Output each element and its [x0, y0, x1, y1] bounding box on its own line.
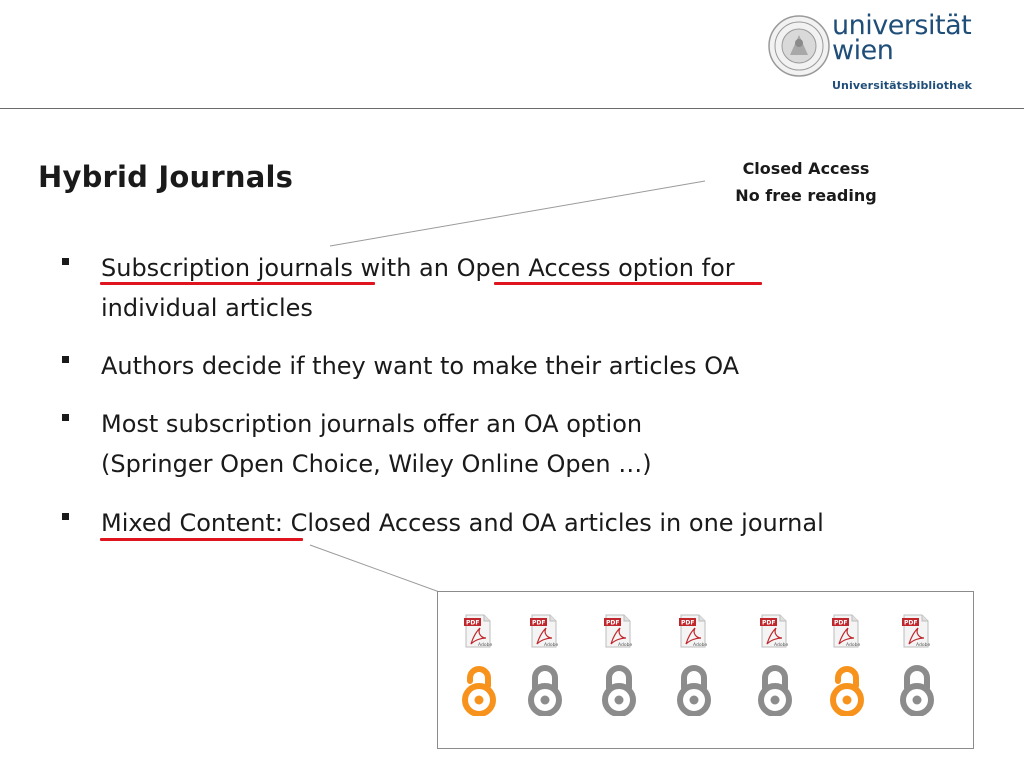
closed-lock-icon [675, 664, 713, 716]
callout-line-1: Closed Access [742, 159, 870, 178]
pdf-label: PDF [606, 619, 620, 627]
pdf-document-icon [760, 614, 788, 648]
university-seal-icon [768, 15, 830, 77]
pdf-label: PDF [834, 619, 848, 627]
pdf-document-icon [530, 614, 558, 648]
closed-lock-icon [898, 664, 936, 716]
bullet-text-segment: for [694, 254, 735, 282]
closed-lock-icon [756, 664, 794, 716]
bullet-text [101, 503, 961, 543]
bullet-marker [62, 356, 69, 363]
adobe-label: Adobe [774, 643, 788, 648]
open-lock-icon [828, 664, 866, 716]
slide-title: Hybrid Journals [38, 160, 294, 194]
logo-wordmark [832, 12, 982, 91]
pdf-document-icon [604, 614, 632, 648]
underline-mixed-content [100, 538, 303, 541]
callout-connector-line [330, 181, 705, 246]
underline-open-access-option [494, 282, 762, 285]
callout-closed-access [716, 155, 896, 209]
bullet-text [101, 248, 961, 328]
logo-line-universitaet: universität [832, 10, 972, 41]
term-open-access-option: Open Access option [456, 254, 695, 282]
pdf-document-icon [464, 614, 492, 648]
bullet-text [101, 404, 961, 484]
pdf-label: PDF [762, 619, 776, 627]
underline-subscription-journals [100, 282, 375, 285]
journal-articles-figure [437, 591, 974, 749]
adobe-label: Adobe [693, 643, 707, 648]
pdf-label: PDF [904, 619, 918, 627]
adobe-label: Adobe [544, 643, 558, 648]
bullet-text-line-2: individual articles [101, 294, 313, 322]
bullet-text-line-1: Most subscription journals offer an OA option [101, 410, 643, 438]
pdf-document-icon [679, 614, 707, 648]
pdf-label: PDF [466, 619, 480, 627]
bullet-text-segment: : Closed Access and OA articles in one journal [274, 509, 824, 537]
adobe-label: Adobe [916, 643, 930, 648]
pdf-document-icon [902, 614, 930, 648]
term-mixed-content: Mixed Content [101, 509, 275, 537]
adobe-label: Adobe [618, 643, 632, 648]
bullet-marker [62, 414, 69, 421]
closed-lock-icon [600, 664, 638, 716]
logo-line-library: Universitätsbibliothek [832, 79, 973, 92]
adobe-label: Adobe [846, 643, 860, 648]
logo-line-wien: wien [832, 35, 894, 66]
figure-connector-line [310, 545, 445, 594]
header-divider [0, 108, 1024, 109]
bullet-text: Authors decide if they want to make their articles OA [101, 352, 740, 380]
bullet-text-line-2: (Springer Open Choice, Wiley Online Open …) [101, 450, 652, 478]
open-lock-icon [460, 664, 498, 716]
pdf-document-icon [832, 614, 860, 648]
closed-lock-icon [526, 664, 564, 716]
adobe-label: Adobe [478, 643, 492, 648]
bullet-marker [62, 258, 69, 265]
term-subscription-journals: Subscription journals [101, 254, 353, 282]
bullet-marker [62, 513, 69, 520]
pdf-label: PDF [532, 619, 546, 627]
callout-line-2: No free reading [735, 186, 877, 205]
pdf-label: PDF [681, 619, 695, 627]
university-logo [768, 12, 978, 98]
bullet-text-segment: with an [352, 254, 457, 282]
